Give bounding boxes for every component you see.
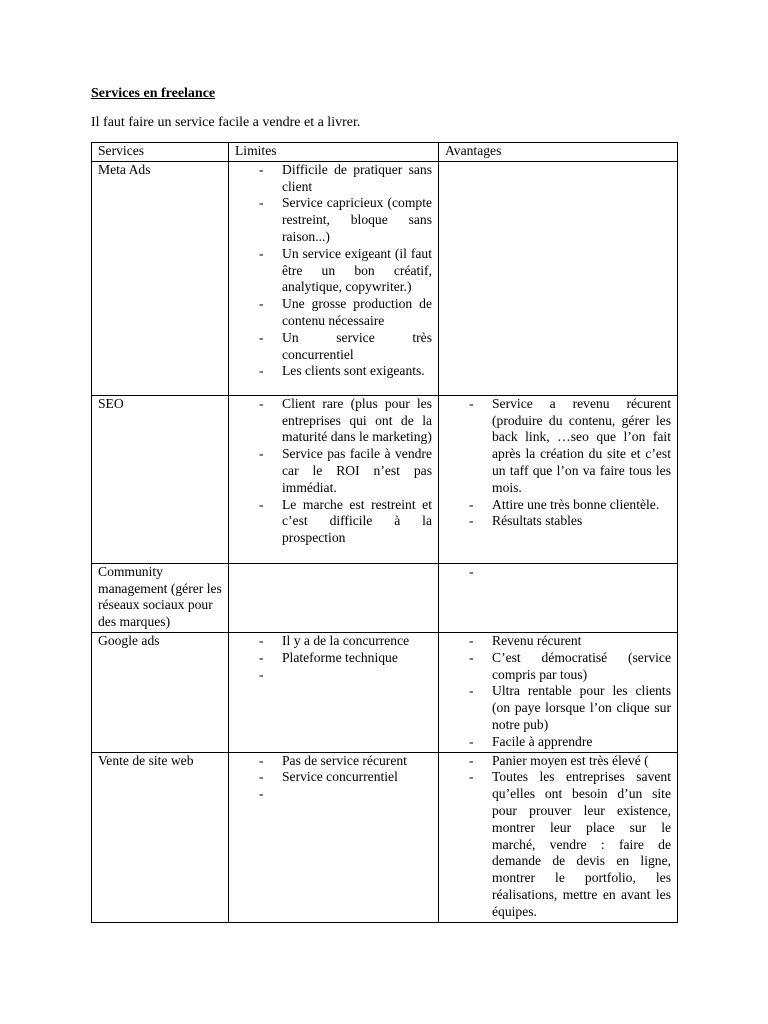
limit-item-text: Un service exigeant (il faut être un bon créatif, analytique, copywriter.): [282, 245, 432, 295]
dash-bullet: -: [259, 752, 264, 768]
advantage-item-text: Ultra rentable pour les clients (on paye lorsque l’on clique sur notre pub): [492, 683, 671, 732]
advantages-cell-list: [445, 633, 671, 751]
dash-bullet: -: [469, 395, 474, 411]
table-row: [92, 161, 678, 395]
limit-item-text: Un service très concurrentiel: [282, 329, 432, 362]
advantages-cell: [439, 161, 678, 395]
dash-bullet: -: [469, 752, 474, 768]
advantage-item: [445, 769, 671, 920]
limit-item-text: Pas de service récurent: [282, 752, 407, 768]
dash-bullet: -: [259, 161, 264, 177]
service-name-cell: [92, 752, 229, 922]
service-name: Google ads: [98, 632, 160, 648]
dash-bullet: -: [259, 395, 264, 411]
dash-bullet: -: [259, 666, 264, 682]
limit-item: [235, 786, 432, 803]
limits-cell: [229, 632, 439, 752]
service-name-cell: [92, 161, 229, 395]
advantage-item-text: Toutes les entreprises savent qu’elles ont besoin d’un site pour prouver leur existence, montrer leur place sur le marché, vendre : faire de demande de devis en ligne, montrer le portfolio, les réalisations, mettre en avant les équipes.: [492, 769, 671, 919]
dash-bullet: -: [259, 769, 264, 785]
limit-item: [235, 296, 432, 330]
dash-bullet: -: [469, 632, 474, 648]
dash-bullet: -: [259, 649, 264, 665]
limit-item-text: Difficile de pratiquer sans client: [282, 161, 432, 194]
service-name: SEO: [98, 395, 124, 411]
limit-item-text: Le marche est restreint et c’est difficile à la prospection: [282, 496, 432, 546]
dash-bullet: -: [469, 496, 474, 512]
service-name: Community management (gérer les réseaux sociaux pour des marques): [98, 563, 222, 630]
limit-item: [235, 497, 432, 547]
services-table: [91, 142, 678, 923]
advantages-cell: [439, 563, 678, 632]
dash-bullet: -: [469, 649, 474, 665]
limit-item-text: [282, 786, 432, 803]
advantage-item-text: Facile à apprendre: [492, 733, 593, 749]
dash-bullet: -: [259, 496, 264, 512]
table-body: [92, 161, 678, 922]
header-limits: Limites: [229, 143, 439, 162]
table-row: [92, 752, 678, 922]
limit-item-text: [282, 667, 432, 684]
advantages-cell-list: [445, 396, 671, 530]
dash-bullet: -: [469, 563, 474, 579]
dash-bullet: -: [259, 329, 264, 345]
limit-item: [235, 195, 432, 245]
limit-item: [235, 769, 432, 786]
header-advantages: Avantages: [439, 143, 678, 162]
advantages-cell: [439, 632, 678, 752]
header-services: Services: [92, 143, 229, 162]
advantage-item-text: Revenu récurent: [492, 632, 582, 648]
dash-bullet: -: [259, 245, 264, 261]
limits-cell: [229, 563, 439, 632]
dash-bullet: -: [469, 733, 474, 749]
table-row: [92, 563, 678, 632]
advantages-cell-list: [445, 753, 671, 921]
limits-cell: [229, 752, 439, 922]
table-header-row: [92, 143, 678, 162]
limit-item-text: Les clients sont exigeants.: [282, 363, 425, 379]
service-name: Meta Ads: [98, 161, 151, 177]
advantages-cell: [439, 395, 678, 563]
limits-cell-list: [235, 633, 432, 683]
limit-item: [235, 753, 432, 770]
limits-cell: [229, 395, 439, 563]
advantage-item-text: Attire une très bonne clientèle.: [492, 496, 660, 512]
advantage-item: [445, 396, 671, 497]
limit-item-text: Client rare (plus pour les entreprises qui ont de la maturité dans le marketing): [282, 395, 432, 445]
limit-item-text: Il y a de la concurrence: [282, 632, 410, 648]
limit-item: [235, 446, 432, 496]
limit-item-text: Service capricieux (compte restreint, bloque sans raison...): [282, 195, 432, 244]
advantages-cell-list: [445, 564, 671, 581]
service-name-cell: [92, 632, 229, 752]
table-row: [92, 395, 678, 563]
advantage-item: [445, 753, 671, 770]
dash-bullet: -: [259, 296, 264, 312]
dash-bullet: -: [259, 363, 264, 379]
limit-item: [235, 650, 432, 667]
limits-cell-list: [235, 753, 432, 803]
limit-item-text: Une grosse production de contenu nécessaire: [282, 296, 432, 328]
advantage-item: [445, 633, 671, 650]
dash-bullet: -: [469, 683, 474, 699]
advantage-item: [445, 650, 671, 684]
dash-bullet: -: [259, 786, 264, 802]
limit-item-text: Service pas facile à vendre car le ROI n’est pas immédiat.: [282, 446, 432, 495]
advantage-item: [445, 734, 671, 751]
dash-bullet: -: [259, 632, 264, 648]
dash-bullet: -: [259, 195, 264, 211]
limit-item-text: Service concurrentiel: [282, 769, 398, 785]
service-name-cell: [92, 395, 229, 563]
table-row: [92, 632, 678, 752]
advantage-item: [445, 497, 671, 514]
limit-item: [235, 667, 432, 684]
document-title: Services en freelance: [91, 86, 216, 101]
limit-item: [235, 396, 432, 446]
advantage-item-text: Panier moyen est très élevé (: [492, 752, 649, 768]
limits-cell-list: [235, 396, 432, 547]
advantage-item-text: C’est démocratisé (service compris par tous): [492, 649, 671, 682]
advantage-item-text: Résultats stables: [492, 513, 583, 529]
document-intro: Il faut faire un service facile a vendre et a livrer.: [91, 115, 361, 130]
dash-bullet: -: [259, 446, 264, 462]
advantage-item-text: Service a revenu récurent (produire du contenu, gérer les back link, …seo que l’on fait après la création du site et c’est un taff que l’on va faire tous les mois.: [492, 395, 671, 495]
limit-item: [235, 633, 432, 650]
advantage-item: [445, 564, 671, 581]
limits-cell: [229, 161, 439, 395]
limit-item: [235, 330, 432, 364]
limit-item-text: Plateforme technique: [282, 649, 398, 665]
service-name: Vente de site web: [98, 752, 194, 768]
advantages-cell: [439, 752, 678, 922]
limit-item: [235, 363, 432, 380]
advantage-item: [445, 513, 671, 530]
limit-item: [235, 162, 432, 196]
limits-cell-list: [235, 162, 432, 380]
service-name-cell: [92, 563, 229, 632]
limit-item: [235, 246, 432, 296]
advantage-item: [445, 683, 671, 733]
advantage-item-text: [492, 564, 671, 581]
dash-bullet: -: [469, 513, 474, 529]
dash-bullet: -: [469, 769, 474, 785]
